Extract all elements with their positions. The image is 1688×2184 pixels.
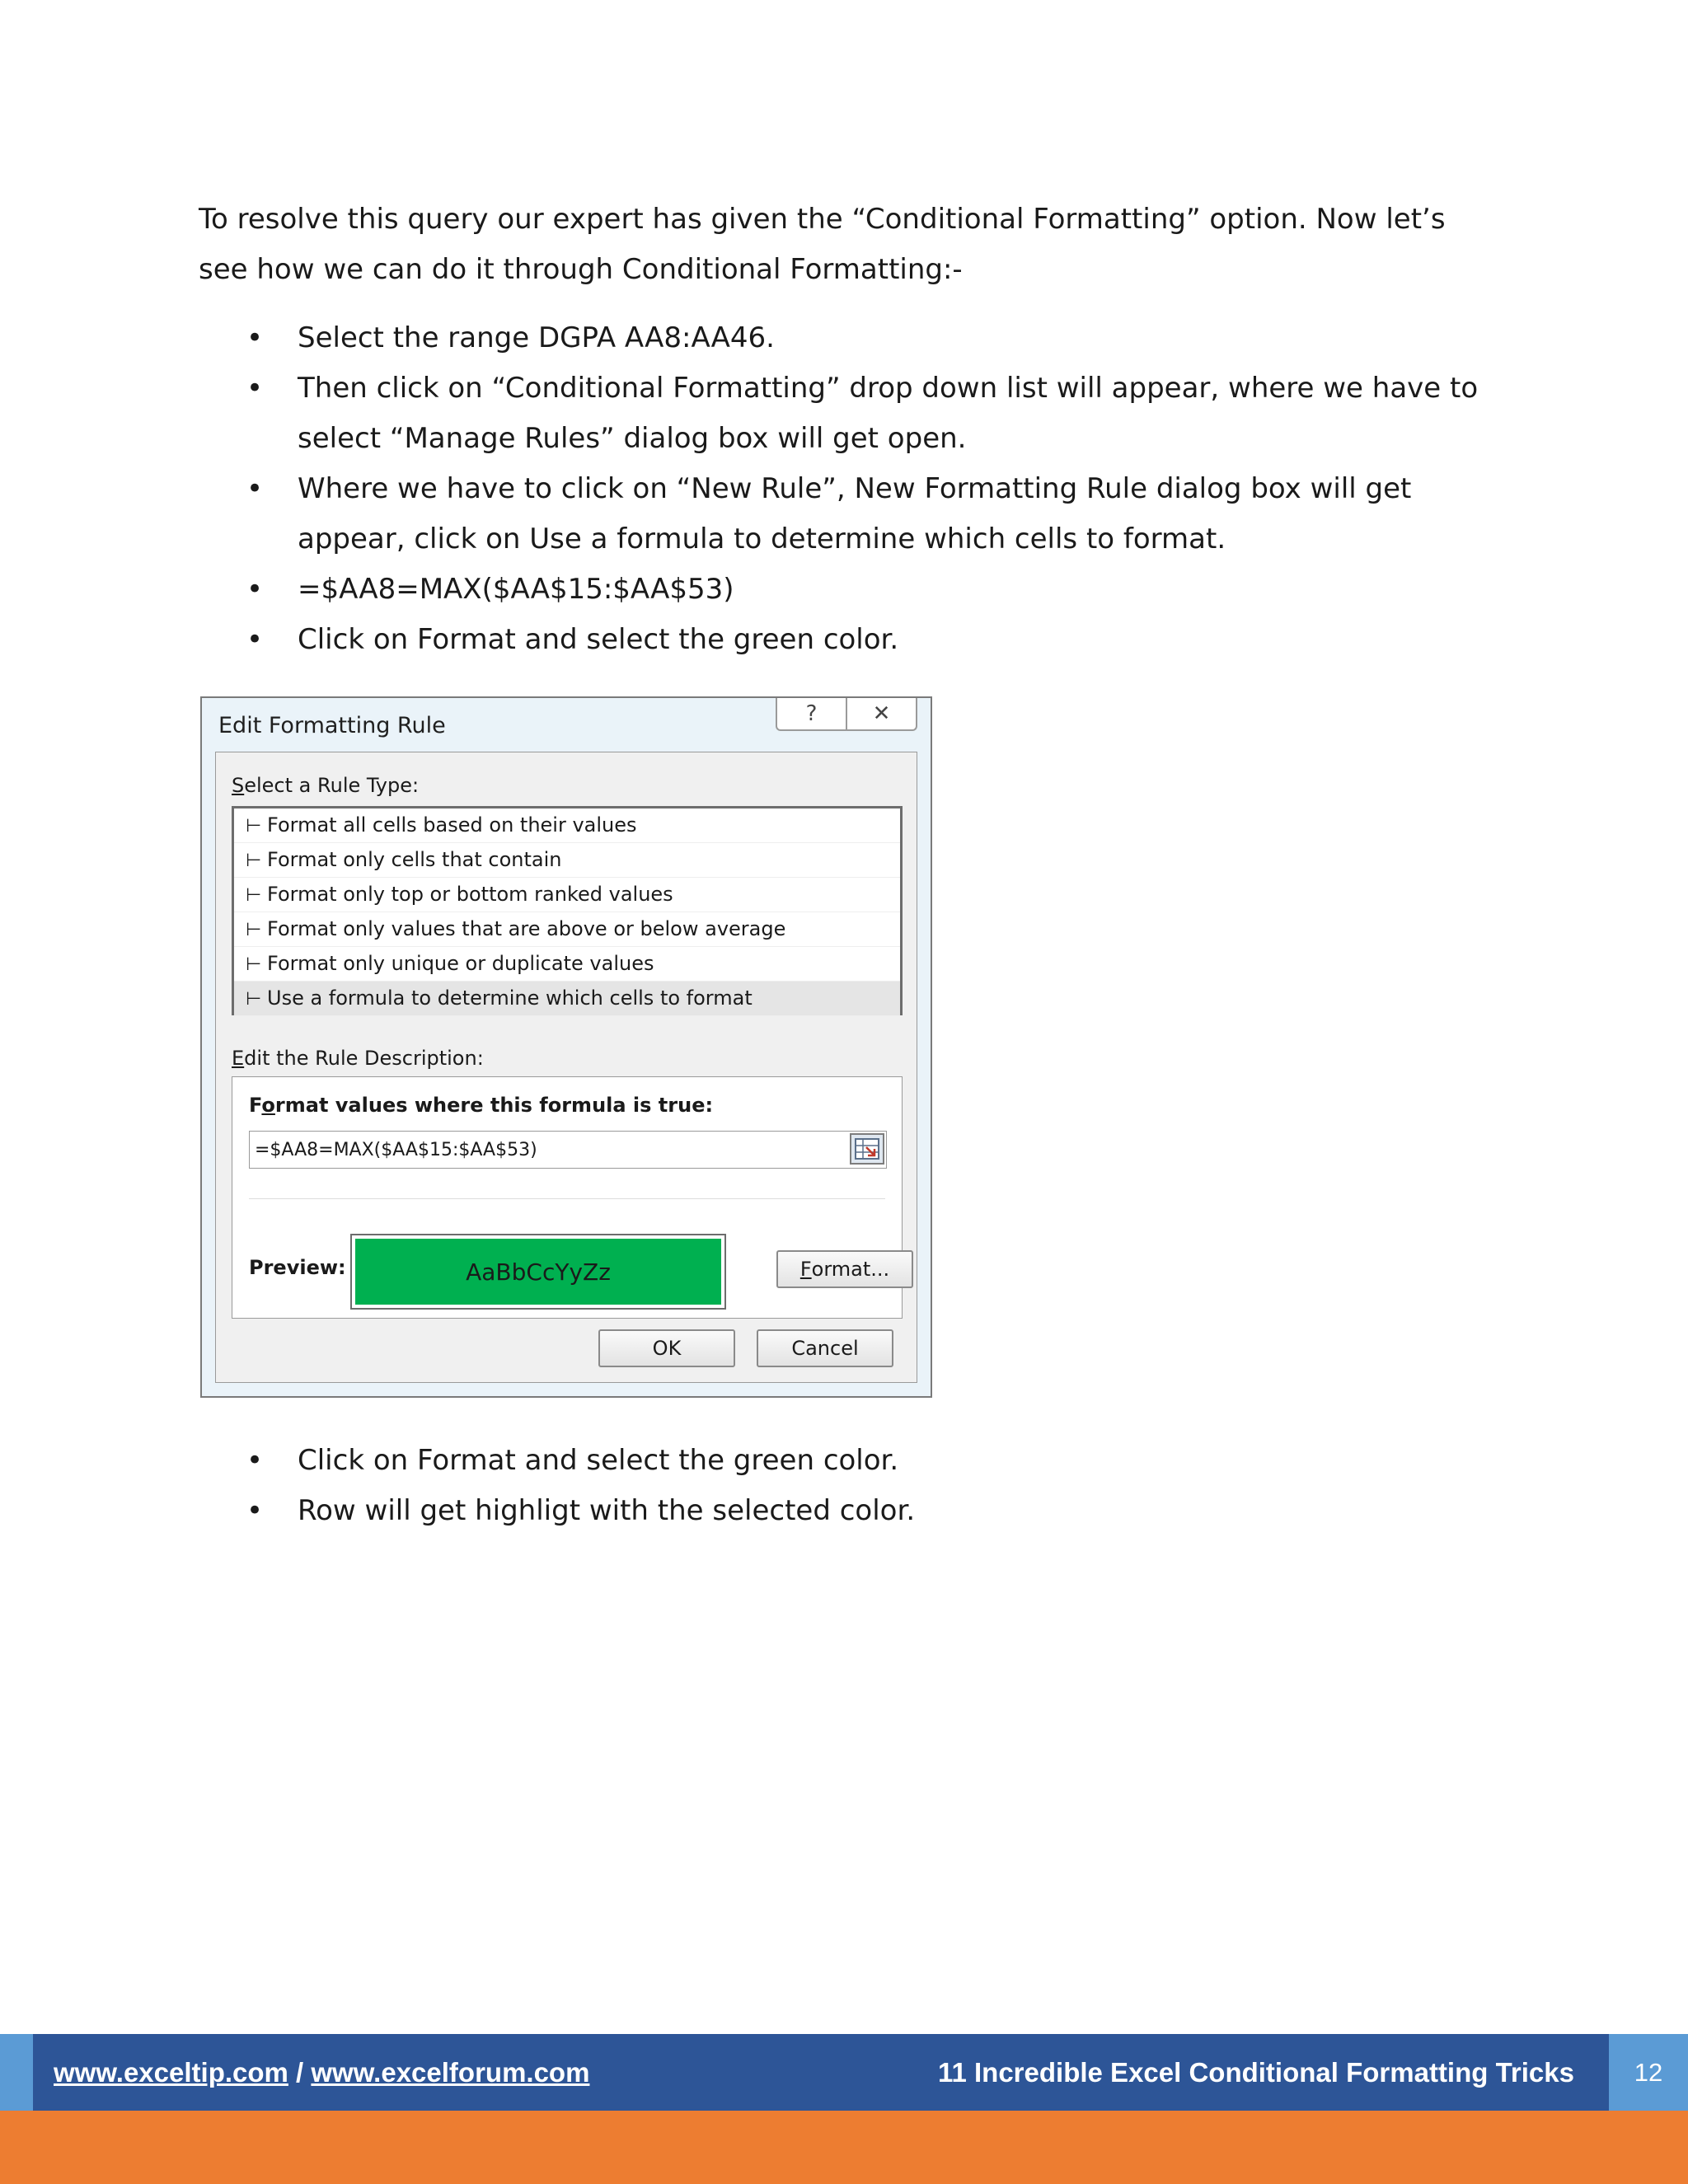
list-item: • Click on Format and select the green color. <box>199 615 1517 665</box>
list-item: • Where we have to click on “New Rule”, New Formatting Rule dialog box will get appear, click on Use a formula to determine which cells to format. <box>199 464 1517 565</box>
rule-type-option[interactable] <box>234 912 900 947</box>
list-item: • Select the range DGPA AA8:AA46. <box>199 313 1517 363</box>
arrow-icon: ⊢ <box>246 885 262 906</box>
formula-label-part: rmat values where this formula is true: <box>274 1094 714 1117</box>
rule-description-label <box>232 1047 484 1070</box>
range-select-icon <box>855 1138 879 1160</box>
rule-type-option-label: Format only values that are above or below average <box>267 917 786 940</box>
excelforum-link[interactable]: www.excelforum.com <box>311 2057 590 2088</box>
format-button-accesskey: F <box>799 1258 812 1281</box>
arrow-icon: ⊢ <box>246 816 262 837</box>
formula-label-part: F <box>249 1094 262 1117</box>
formula-field <box>249 1131 887 1169</box>
formula-input[interactable] <box>255 1137 832 1163</box>
edit-formatting-rule-dialog <box>200 696 932 1398</box>
rule-type-label-text: elect a Rule Type: <box>244 774 420 797</box>
rule-type-option-label: Format only cells that contain <box>267 848 562 871</box>
list-item: • Row will get highligt with the selected color. <box>199 1486 1517 1536</box>
rule-type-label-accesskey: S <box>232 774 245 797</box>
footer-links <box>54 2034 589 2111</box>
preview-label: Preview: <box>249 1256 346 1279</box>
rule-type-option-label: Format only top or bottom ranked values <box>267 883 673 906</box>
rule-type-option[interactable] <box>234 843 900 878</box>
title-bar-buttons <box>776 698 917 731</box>
instruction-list-top <box>199 313 1517 665</box>
footer-link-separator: / <box>288 2057 312 2088</box>
rule-description-accesskey: E <box>232 1047 245 1070</box>
intro-line-1: To resolve this query our expert has given the “Conditional Formatting” option. Now let’s <box>199 203 1446 236</box>
page-number: 12 <box>1609 2034 1688 2111</box>
intro-paragraph <box>199 194 1484 295</box>
close-icon[interactable]: ✕ <box>846 698 916 729</box>
arrow-icon: ⊢ <box>246 954 262 975</box>
footer-bar <box>0 2034 1688 2111</box>
rule-type-option-label: Format only unique or duplicate values <box>267 952 654 975</box>
ok-button[interactable]: OK <box>598 1329 735 1367</box>
format-button[interactable] <box>776 1250 913 1288</box>
formula-label-accesskey: o <box>261 1094 275 1117</box>
list-item: • =$AA8=MAX($AA$15:$AA$53) <box>199 565 1517 615</box>
preview-box <box>350 1234 726 1310</box>
divider <box>249 1198 885 1199</box>
dialog-title: Edit Formatting Rule <box>218 713 446 738</box>
collapse-dialog-button[interactable] <box>850 1133 884 1165</box>
rule-description-label-text: dit the Rule Description: <box>244 1047 484 1070</box>
rule-type-label <box>232 774 419 797</box>
rule-type-option-label: Use a formula to determine which cells to format <box>267 987 753 1010</box>
format-button-label: ormat... <box>811 1258 890 1281</box>
instruction-list-bottom <box>199 1436 1517 1536</box>
rule-type-option-selected[interactable] <box>234 982 900 1016</box>
formula-label <box>249 1094 713 1117</box>
cancel-button[interactable]: Cancel <box>757 1329 893 1367</box>
intro-line-2: see how we can do it through Conditional Formatting:- <box>199 253 963 286</box>
help-icon[interactable]: ? <box>805 701 818 726</box>
exceltip-link[interactable]: www.exceltip.com <box>54 2057 288 2088</box>
arrow-icon: ⊢ <box>246 989 262 1010</box>
rule-type-option[interactable] <box>234 947 900 982</box>
preview-sample: AaBbCcYyZz <box>355 1239 721 1305</box>
arrow-icon: ⊢ <box>246 920 262 940</box>
footer-accent <box>0 2034 33 2111</box>
list-item: • Click on Format and select the green color. <box>199 1436 1517 1486</box>
arrow-icon: ⊢ <box>246 851 262 871</box>
rule-type-option[interactable] <box>234 808 900 843</box>
footer-document-title: 11 Incredible Excel Conditional Formatting Tricks <box>937 2057 1574 2088</box>
rule-description-panel <box>232 1076 903 1319</box>
rule-type-option[interactable] <box>234 878 900 912</box>
list-item: • Then click on “Conditional Formatting” drop down list will appear, where we have to select “Manage Rules” dialog box will get open. <box>199 363 1517 464</box>
rule-type-option-label: Format all cells based on their values <box>267 813 637 837</box>
footer-orange-band <box>0 2111 1688 2184</box>
rule-type-list[interactable] <box>232 806 903 1015</box>
